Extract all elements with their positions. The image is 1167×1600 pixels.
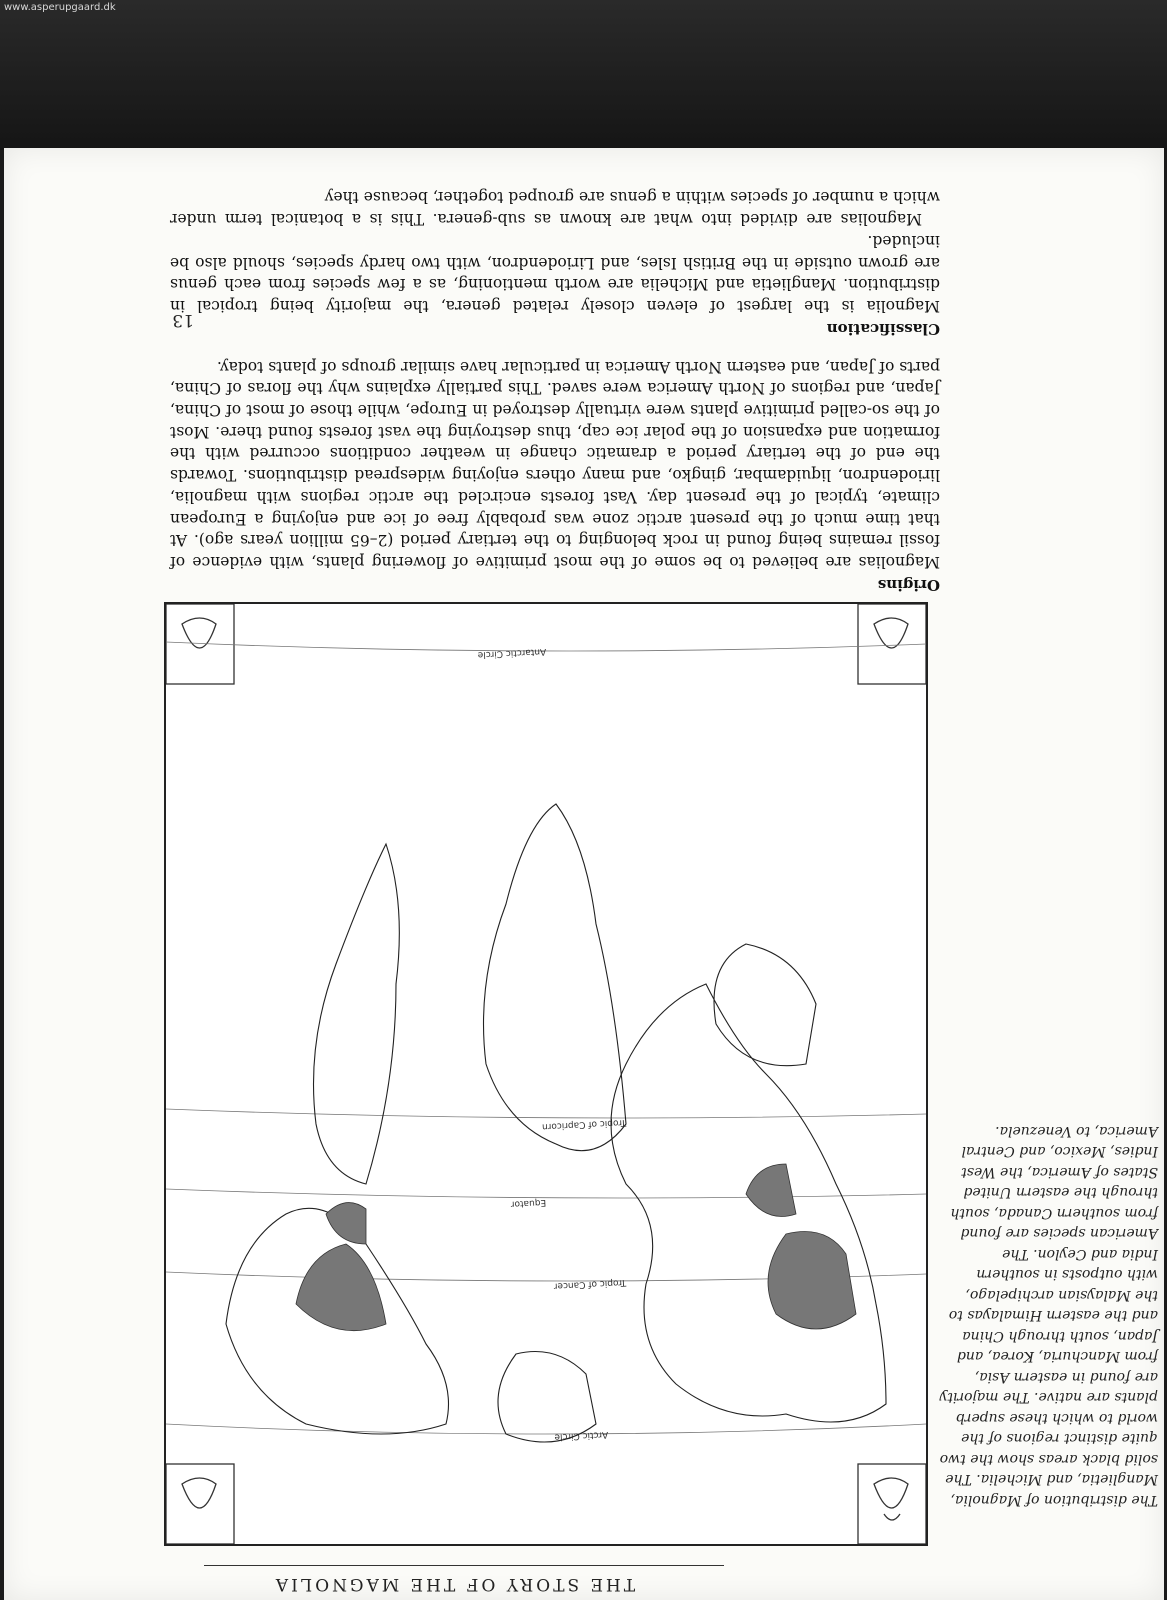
watermark: www.asperupgaard.dk: [4, 2, 116, 13]
europe-outline: [498, 1352, 596, 1443]
header-rule: [204, 1565, 724, 1566]
tropic-capricorn-label: Tropic of Capricorn: [541, 1117, 627, 1132]
america-distribution-area: [296, 1244, 386, 1331]
scan-background: [0, 0, 1167, 150]
page-number: 13: [172, 310, 194, 330]
classification-heading: Classification: [826, 320, 940, 338]
equator-label: Equator: [510, 1197, 547, 1209]
malaysia-distribution-area: [746, 1164, 796, 1217]
classification-paragraph: Magnolia is the largest of eleven closely related genera, the majority being tropical in distribution. Manglietia and Michelia are worth mentioning, as a few species from each genus are grown outside in the British Isles, and Liriodendron, with two hardy species, should also be included.: [170, 231, 940, 315]
magnolia-flower-icon: [874, 1478, 908, 1520]
origins-body: [170, 355, 940, 572]
south-america-outline: [314, 844, 400, 1184]
distribution-areas: [296, 1164, 856, 1331]
map-caption: The distribution of Magnolia, Manglietia, and Michelia. The solid black areas show the two quite distinct regions of the world to which these superb plants are native. The majority are found in eastern Asia, from Manchuria, Korea, and Japan, south through China and the eastern Himalayas to the Malaysian archipelago, with outposts in southern India and Ceylon. The American species are found from southern Canada, south through the eastern United States of America, the West Indies, Mexico, and Central America, to Venezuela.: [939, 1123, 1158, 1508]
asia-distribution-area: [768, 1232, 856, 1330]
distribution-map: [164, 602, 928, 1546]
map-svg: [166, 604, 926, 1544]
magnolia-flower-icon: [874, 618, 908, 648]
africa-outline: [484, 804, 627, 1151]
asia-outline: [611, 984, 886, 1422]
corner-ornaments: [166, 604, 926, 1544]
tropic-cancer-label: Tropic of Cancer: [553, 1277, 627, 1291]
magnolia-flower-icon: [182, 1478, 216, 1508]
classification-paragraph-2: Magnolias are divided into what are known as sub-genera. This is a botanical term under which a number of species within a genus are grouped together, because they: [170, 188, 940, 229]
australia-outline: [714, 944, 816, 1066]
origins-paragraph: Magnolias are believed to be some of the most primitive of flowering plants, with evidence of fossil remains being found in rock belonging to the tertiary period (2–65 million years ago). At that time much of the present arctic zone was probably free of ice and enjoying a European climate, typical of the present day. Vast forests encircled the arctic regions with magnolia, liriodendron, liquidambar, gingko, and many others enjoying widespread distributions. Towards the end of the tertiary period a dramatic change in weather conditions occurred with the formation and expansion of the polar ice cap, thus destroying the vast forests found there. Most of the so-called primitive plants were virtually destroyed in Europe, while those of most of China, Japan, and regions of North America were saved. This partially explains why the floras of China, parts of Japan, and eastern North America in particular have similar groups of plants today.: [170, 357, 940, 571]
book-page: [4, 148, 1164, 1600]
origins-heading: Origins: [877, 576, 940, 594]
running-head: THE STORY OF THE MAGNOLIA: [272, 1574, 636, 1594]
classification-body: [170, 186, 940, 316]
antarctic-circle-label: Antarctic Circle: [477, 646, 547, 660]
arctic-circle-label: Arctic Circle: [554, 1429, 609, 1442]
central-america-distribution-area: [326, 1203, 366, 1244]
rotated-page-content: [4, 148, 1164, 1600]
